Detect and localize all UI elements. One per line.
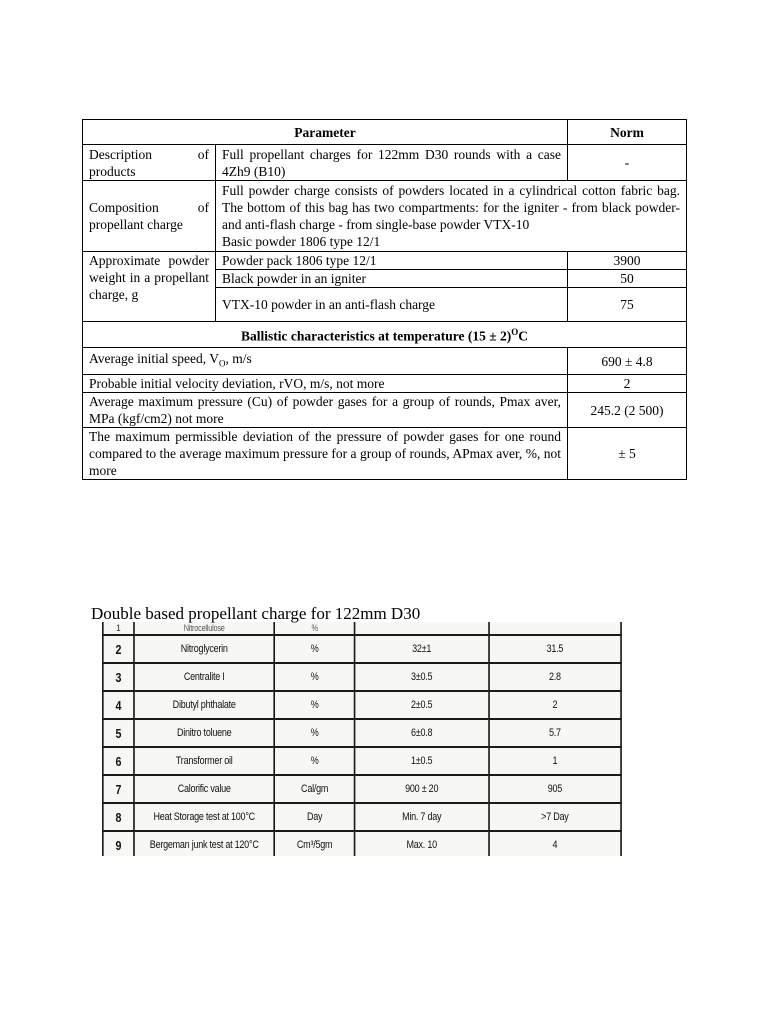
description-value: Full propellant charges for 122mm D30 rounds with a case 4Zh9 (B10): [216, 145, 568, 181]
ballistic-norm: 690 ± 4.8: [568, 348, 687, 375]
scan-cell-unit: Day: [275, 803, 355, 831]
weight-item: Black powder in an igniter: [216, 270, 568, 288]
scan-cell-parameter: Centralite I: [134, 663, 275, 691]
ballistic-norm: ± 5: [568, 428, 687, 480]
scan-cell-unit: Cal/gm: [275, 775, 355, 803]
header-parameter: Parameter: [83, 120, 568, 145]
scan-cell-unit: Cm³/5gm: [275, 831, 355, 856]
header-row: [83, 120, 687, 145]
scan-table-row: [103, 719, 621, 747]
ballistic-row-4: [83, 428, 687, 480]
ballistic-param: Probable initial velocity deviation, rVO, m/s, not more: [83, 375, 568, 393]
scan-cell-parameter: Dinitro toluene: [134, 719, 275, 747]
ballistic-param: The maximum permissible deviation of the pressure of powder gases for one round compared to the average maximum pressure for a group of rounds, APmax aver, %, not more: [83, 428, 568, 480]
weight-item: VTX-10 powder in an anti-flash charge: [216, 288, 568, 322]
ballistic-param-suffix: , m/s: [225, 350, 252, 366]
scan-cell-result: 4: [489, 831, 621, 856]
weight-norm: 50: [568, 270, 687, 288]
ballistic-row-1: [83, 348, 687, 375]
scan-table-row: [103, 747, 621, 775]
scan-cell-spec: 6±0.8: [355, 719, 489, 747]
ballistic-row-3: [83, 393, 687, 428]
ballistic-heading-text: Ballistic characteristics at temperature (15 ± 2): [240, 328, 512, 344]
scan-table-row: [103, 691, 621, 719]
scan-cell-spec: 2±0.5: [355, 691, 489, 719]
scan-cell-number: 4: [103, 691, 134, 719]
ballistic-heading-sup: O: [511, 327, 519, 338]
scan-cell-parameter: Dibutyl phthalate: [134, 691, 275, 719]
scan-cell-number: 8: [103, 803, 134, 831]
scan-cell-result: 5.7: [489, 719, 621, 747]
weight-item: Powder pack 1806 type 12/1: [216, 252, 568, 270]
ballistic-param: Average maximum pressure (Cu) of powder gases for a group of rounds, Pmax aver, MPa (kgf/cm2) not more: [83, 393, 568, 428]
ballistic-row-2: [83, 375, 687, 393]
weight-norm: 3900: [568, 252, 687, 270]
ballistic-norm: 245.2 (2 500): [568, 393, 687, 428]
weight-row-1: [83, 252, 687, 270]
scan-cell-result: >7 Day: [489, 803, 621, 831]
scan-cell-result: 2: [489, 691, 621, 719]
scan-cell-parameter: Nitroglycerin: [134, 635, 275, 663]
scan-cell-spec: Max. 10: [355, 831, 489, 856]
scan-cell-unit: %: [275, 691, 355, 719]
scan-table-row: [103, 803, 621, 831]
scan-cell-unit: %: [275, 747, 355, 775]
scan-cell-number: 6: [103, 747, 134, 775]
scan-cell-spec: 32±1: [355, 635, 489, 663]
composition-row: [83, 181, 687, 252]
weight-label: Approximate powder weight in a propellant charge, g: [83, 252, 216, 322]
scan-cell-parameter: Nitrocellulose: [134, 622, 275, 635]
scan-cell-number: 9: [103, 831, 134, 856]
description-label: Description of products: [83, 145, 216, 181]
composition-value: Full powder charge consists of powders located in a cylindrical cotton fabric bag. The bottom of this bag has two compartments: for the igniter - from black powder- and anti-flash charge - from single-base powder VTX-10: [222, 183, 680, 232]
scan-table-row: [103, 775, 621, 803]
scan-cell-result: 31.5: [489, 635, 621, 663]
scan-cell-parameter: Transformer oil: [134, 747, 275, 775]
scan-table-row: [103, 635, 621, 663]
ballistic-param-sub: O: [218, 358, 226, 369]
scan-cell-unit: %: [275, 719, 355, 747]
scan-table-row: [103, 663, 621, 691]
ballistic-heading: [83, 322, 687, 348]
ballistic-param: [83, 348, 568, 375]
scan-cell-number: 5: [103, 719, 134, 747]
composition-cell: [216, 181, 687, 252]
description-row: [83, 145, 687, 181]
scan-cell-result: [489, 622, 621, 635]
scan-cell-spec: 3±0.5: [355, 663, 489, 691]
weight-norm: 75: [568, 288, 687, 322]
description-norm: -: [568, 145, 687, 181]
ballistic-param-text: Average initial speed, V: [89, 350, 219, 366]
scan-cell-result: 2.8: [489, 663, 621, 691]
scan-cell-number: 7: [103, 775, 134, 803]
composition-basic-powder: Basic powder 1806 type 12/1: [222, 234, 381, 249]
ballistic-norm: 2: [568, 375, 687, 393]
scan-cell-parameter: Heat Storage test at 100°C: [134, 803, 275, 831]
scan-caption: Double based propellant charge for 122mm D30: [91, 604, 421, 623]
scan-cell-number: 3: [103, 663, 134, 691]
scan-cell-result: 905: [489, 775, 621, 803]
scan-cell-number: 2: [103, 635, 134, 663]
scanned-composition-table: [102, 622, 622, 856]
scan-cell-unit: %: [275, 635, 355, 663]
scan-cell-spec: 1±0.5: [355, 747, 489, 775]
scan-cell-unit: %: [275, 622, 355, 635]
scan-cell-spec: 900 ± 20: [355, 775, 489, 803]
scan-table: [102, 622, 622, 856]
scan-cell-result: 1: [489, 747, 621, 775]
scan-cell-number: 1: [103, 622, 134, 635]
scan-table-row: [103, 831, 621, 856]
specification-table: [82, 119, 687, 480]
header-norm: Norm: [568, 120, 687, 145]
scan-cell-parameter: Bergeman junk test at 120°C: [134, 831, 275, 856]
scan-cell-parameter: Calorific value: [134, 775, 275, 803]
scan-cell-unit: %: [275, 663, 355, 691]
scan-cell-spec: Min. 7 day: [355, 803, 489, 831]
ballistic-heading-unit: C: [518, 328, 529, 344]
composition-label: Composition of propellant charge: [83, 181, 216, 252]
ballistic-heading-row: [83, 322, 687, 348]
